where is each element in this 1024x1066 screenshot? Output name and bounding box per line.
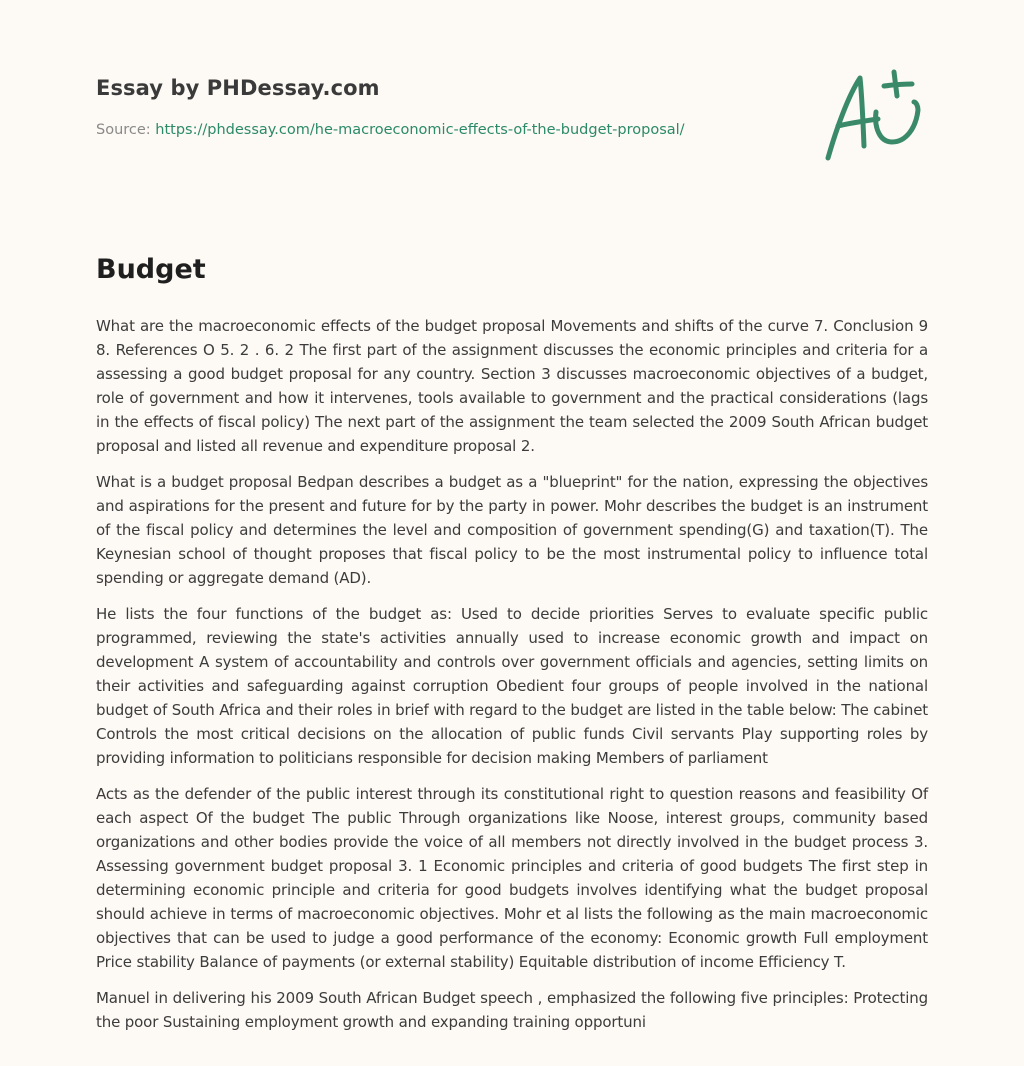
source-line bbox=[96, 122, 856, 138]
essay-body bbox=[96, 314, 928, 1046]
page-header bbox=[96, 76, 856, 138]
document-title: Budget bbox=[96, 254, 206, 285]
paragraph: What are the macroeconomic effects of the budget proposal Movements and shifts of the curve 7. Conclusion 9 8. References O 5. 2 . 6. 2 The first part of the assignment discusses the economic principles and criteria for a assessing a good budget proposal for any country. Section 3 discusses macroeconomic objectives of a budget, role of government and how it intervenes, tools available to government and the practical considerations (lags in the effects of fiscal policy) The next part of the assignment the team selected the 2009 South African budget proposal and listed all revenue and expenditure proposal 2. bbox=[96, 317, 928, 455]
source-link[interactable]: https://phdessay.com/he-macroeconomic-effects-of-the-budget-proposal/ bbox=[155, 122, 685, 138]
brand-title: Essay by PHDessay.com bbox=[96, 76, 380, 100]
paragraph: He lists the four functions of the budget as: Used to decide priorities Serves to evaluate specific public programmed, reviewing the state's activities annually used to increase economic growth and impact on development A system of accountability and controls over government officials and agencies, setting limits on their activities and safeguarding against corruption Obedient four groups of people involved in the national budget of South Africa and their roles in brief with regard to the budget are listed in the table below: The cabinet Controls the most critical decisions on the allocation of public funds Civil servants Play supporting roles by providing information to politicians responsible for decision making Members of parliament bbox=[96, 605, 928, 767]
a-plus-logo-icon bbox=[818, 66, 934, 166]
paragraph: Manuel in delivering his 2009 South African Budget speech , emphasized the following five principles: Protecting the poor Sustaining employment growth and expanding training opportuni bbox=[96, 989, 928, 1031]
paragraph: What is a budget proposal Bedpan describes a budget as a "blueprint" for the nation, expressing the objectives and aspirations for the present and future for by the party in power. Mohr describes the budget is an instrument of the fiscal policy and determines the level and composition of government spending(G) and taxation(T). The Keynesian school of thought proposes that fiscal policy to be the most instrumental policy to influence total spending or aggregate demand (AD). bbox=[96, 473, 928, 587]
paragraph: Acts as the defender of the public interest through its constitutional right to question reasons and feasibility Of each aspect Of the budget The public Through organizations like Noose, interest groups, community based organizations and other bodies provide the voice of all members not directly involved in the budget process 3. Assessing government budget proposal 3. 1 Economic principles and criteria of good budgets The first step in determining economic principle and criteria for good budgets involves identifying what the budget proposal should achieve in terms of macroeconomic objectives. Mohr et al lists the following as the main macroeconomic objectives that can be used to judge a good performance of the economy: Economic growth Full employment Price stability Balance of payments (or external stability) Equitable distribution of income Efficiency T. bbox=[96, 785, 928, 971]
source-label: Source: bbox=[96, 122, 151, 138]
